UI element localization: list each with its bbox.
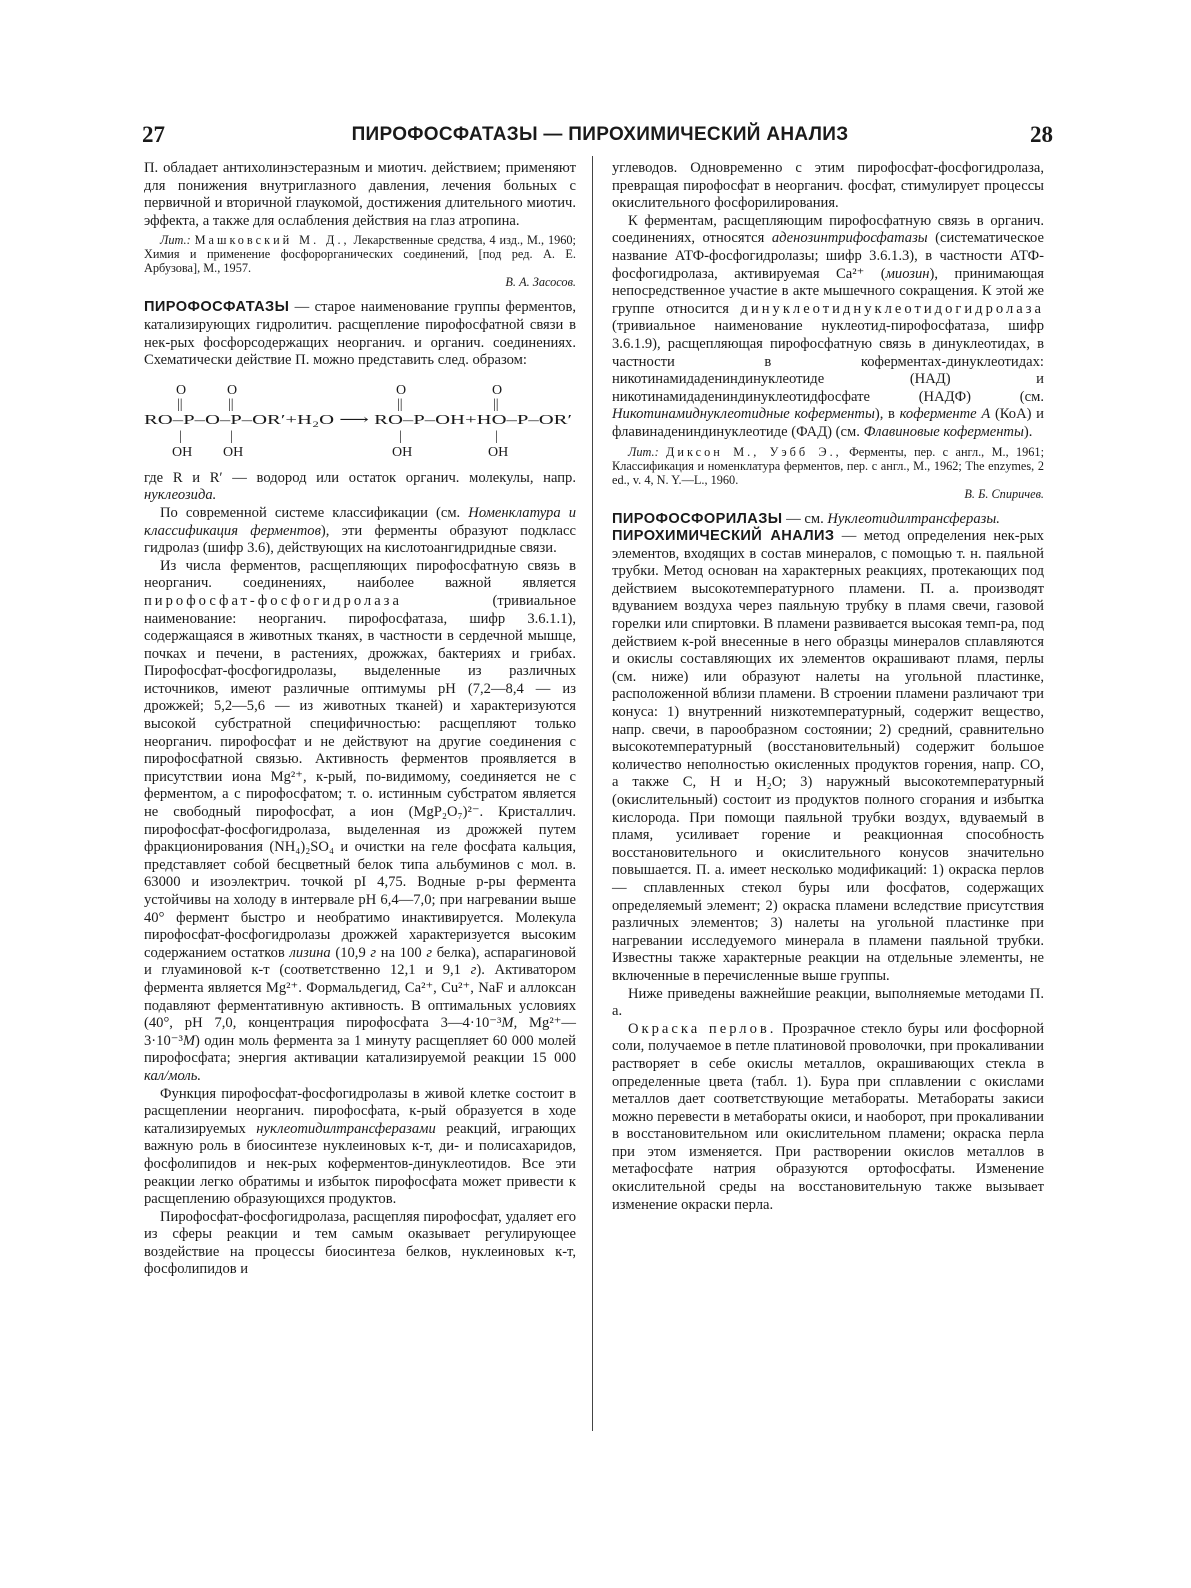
text-run: (10,9 xyxy=(335,944,366,961)
text-run: ). xyxy=(1023,423,1033,440)
cross-reference: лизина xyxy=(289,944,331,961)
text-run: где R и R′ — водород или остаток органич. молекулы, напр. xyxy=(144,469,576,486)
formula-oh-3: OH xyxy=(392,444,413,460)
text-run: ), принимающая непосредственное участие в акте мышечного сокращения. К этой же группе относится xyxy=(612,265,1044,317)
article-text: — старое наименование группы ферментов, катализирующих гидролитич. расщепление пирофосфатной связи в нек-рых фосфорсодержащих неорганич. и органич. соединениях. Схематически действие П. можно представить след. образом: xyxy=(144,299,576,369)
formula-o-4: O xyxy=(492,382,503,398)
formula-bond-4: || xyxy=(493,396,499,412)
paragraph-continuation: углеводов. Одновременно с этим пирофосфат-фосфогидролаза, превращая пирофосфат в неорганич. фосфат, стимулирует процессы окислительного фосфорилирования. xyxy=(612,160,1044,212)
cross-reference: Никотинамиднуклеотидные коферменты xyxy=(612,406,875,423)
unit: кал/моль. xyxy=(144,1067,202,1084)
formula-vbond-3: | xyxy=(399,428,402,444)
literature-block xyxy=(144,233,576,275)
paragraph-inorganic-pyrophosphatase xyxy=(144,558,576,1086)
formula-vbond-1: | xyxy=(179,428,182,444)
formula-vbond-2: | xyxy=(230,428,233,444)
paragraph-organic-enzymes xyxy=(612,213,1044,442)
lit-text: Лекарственные средства, 4 изд., М., 1960; Химия и применение фосфорорганических соединений, [под ред. А. Е. Арбузова], М., 1957. xyxy=(144,233,576,276)
author-signature: В. А. Засосов. xyxy=(505,275,576,290)
paragraph-continuation: П. обладает антихолинэстеразным и миотич. действием; применяют для понижения внутриглазного давления, лечения больных с первичной и вторичной глаукомой, достижения длительного миотич. эффекта, а также для ослабления действия на глаз атропина. xyxy=(144,160,576,229)
reaction-formula xyxy=(144,380,576,460)
spaced-term: Окраска перлов. xyxy=(628,1020,777,1037)
text-run: Функция пирофосфат-фосфогидролазы в живой клетке состоит в расщеплении неорганич. пирофосфата, к-рый образуется в ходе катализируемых xyxy=(144,1085,576,1137)
literature-block xyxy=(612,445,1044,487)
left-column xyxy=(144,160,576,1279)
article-pyrophosphorylases xyxy=(612,511,1044,529)
paragraph-function xyxy=(144,1086,576,1209)
paragraph-reactions-intro: Ниже приведены важнейшие реакции, выполняемые методами П. а. xyxy=(612,985,1044,1020)
running-header-title: ПИРОФОСФАТАЗЫ — ПИРОХИМИЧЕСКИЙ АНАЛИЗ xyxy=(351,124,849,145)
text-run: реакций, играющих важную роль в биосинтезе нуклеиновых к-т, ди- и полисахаридов, фосфолипидов и нек-рых коферментов-динуклеотидов. Все эти реакции легко обратимы и избыток пирофосфата может привести к расщеплению образующихся продуктов. xyxy=(144,1120,576,1208)
formula-bond-3: || xyxy=(397,396,403,412)
formula-oh-2: OH xyxy=(223,444,244,460)
text-run: ), эти ферменты образуют подкласс гидролаз (шифр 3.6), действующих на кислотоангидридные связи. xyxy=(144,522,576,557)
text-run: (тривиальное наименование: неорганич. пирофосфатаза, шифр 3.6.1.1), содержащаяся в животных тканях, в частности в сердечной мышце, почках и печени, в растениях, дрожжах, бактериях и грибах. Пирофосфат-фосфогидролазы, выделенные из различных источников, имеют различные оптимумы pH (7,2—8,4 — из дрожжей; 5,2—5,6 — из животных тканей) и характеризуются высокой субстратной специфичностью: расщепляют только неорганич. пирофосфат и не действуют на другие соединения с пирофосфатной связью. Активность ферментов проявляется в присутствии иона Mg²⁺, к-рый, по-видимому, соединяется не с ферментом, а с пирофосфатом; т. о. истинным субстратом является не свободный пирофосфат, а ион (MgP₂O₇)²⁻. Кристаллич. пирофосфат-фосфогидролаза, выделенная из дрожжей путем фракционирования (NH₄)₂SO₄ и очистки на геле фосфата кальция, представляет собой бесцветный белок типа альбуминов с мол. в. 63000 и изоэлектрич. точкой pI 4,75. Водные р-ры фермента устойчивы на холоду в интервале pH 6,4—7,0; при нагревании выше 40° фермент быстро и необратимо инактивируется. Молекула пирофосфат-фосфогидролазы дрожжей характеризуется высоким содержанием остатков xyxy=(144,592,576,961)
cross-reference: коферменте А xyxy=(899,406,991,423)
author-signature: В. Б. Спиричев. xyxy=(964,486,1044,501)
paragraph-classification xyxy=(144,505,576,558)
lit-author: Диксон М., Уэбб Э., xyxy=(666,444,842,459)
cross-reference: Флавиновые коферменты xyxy=(863,423,1024,440)
text-run: — см. xyxy=(786,510,824,527)
paragraph-regulation: Пирофосфат-фосфогидролаза, расщепляя пирофосфат, удаляет его из сферы реакции и тем самым оказывает регулирующее воздействие на процессы биосинтеза белков, нуклеиновых к-т, фосфолипидов и xyxy=(144,1208,576,1278)
text-run: Из числа ферментов, расщепляющих пирофосфатную связь в неорганич. соединениях, наиболее важной является xyxy=(144,557,576,592)
formula-vbond-4: | xyxy=(495,428,498,444)
lit-text: Ферменты, пер. с англ., М., 1961; Классификация и номенклатура ферментов, пер. с англ., М., 1962; The enzymes, 2 ed., v. 4, N. Y.—L., 1960. xyxy=(612,444,1044,487)
formula-oh-1: OH xyxy=(172,444,193,460)
unit: M xyxy=(501,1015,514,1032)
text-run: ). Активатором фермента является Mg²⁺. Формальдегид, Ca²⁺, Cu²⁺, NaF и аллоксан подавляют ферментативную активность. В оптимальных условиях (40°, pH 7,0, концентрация пирофосфата 3—4·10⁻³ xyxy=(144,962,576,1032)
article-heading: ПИРОХИМИЧЕСКИЙ АНАЛИЗ xyxy=(612,528,835,545)
unit: г xyxy=(370,944,377,961)
formula-o-1: O xyxy=(176,382,187,398)
page-number-left: 27 xyxy=(142,122,165,147)
formula-o-3: O xyxy=(396,382,407,398)
formula-oh-4: OH xyxy=(488,444,509,460)
unit: M xyxy=(182,1032,196,1049)
spaced-term: динуклеотиднуклеотидогидролаза xyxy=(740,300,1044,317)
text-run: ) один моль фермента за 1 минуту расщепляет 60 000 молей пирофосфата; энергия активации катализируемой реакции 15 000 xyxy=(144,1032,576,1067)
formula-bond-1: || xyxy=(177,396,183,412)
text-run: К ферментам, расщепляющим пирофосфатную связь в органич. соединениях, относятся xyxy=(612,212,1044,247)
cross-reference: Номенклатура и классификация ферментов xyxy=(144,504,576,539)
spaced-term: пирофосфат-фосфогидролаза xyxy=(144,592,402,609)
paragraph-bead-coloring xyxy=(612,1021,1044,1215)
text-run: (КоА) и флавинадениндинуклеотиде (ФАД) (см. xyxy=(612,406,1044,440)
text-run: (тривиальное наименование нуклеотид-пирофосфатаза, шифр 3.6.1.9), расщепляющая пирофосфатную связь в динуклеотидах, в частности в коферментах-динуклеотидах: никотинамидадениндинуклеотиде (НАД) и никотинамидадениндинуклеотидфосфате (НАДФ) (см. xyxy=(612,318,1044,405)
text-run: белка), аспарагиновой и глуаминовой к-т (соответственно 12,1 и 9,1 xyxy=(144,944,577,979)
text-run: (систематическое название АТФ-фосфогидролазы; шифр 3.6.1.3), в частности АТФ-фосфогидролаза, активируемая Ca²⁺ ( xyxy=(612,230,1044,282)
page-number-right: 28 xyxy=(1030,122,1053,147)
text-run: на 100 xyxy=(380,944,422,961)
paragraph-where xyxy=(144,470,576,505)
text-run: Прозрачное стекло буры или фосфорной соли, получаемое в петле платиновой проволочки, при прокаливании растворяет в себе окислы металлов, окрашивающих стекла в определенные цвета (табл. 1). Бура при сплавлении с окислами металлов дает соответствующие метабораты. Метабораты закиси можно перевести в метабораты окиси, и наоборот, при прокаливании в восстановительном или окислительном пламени; окраска перла при этом изменяется. При растворении окислов металлов в метафосфате натрия образуются ортофосфаты. Изменение окислительной среды на восстановительную также вызывает изменение окраски перла. xyxy=(612,1020,1045,1213)
text-run: , Mg²⁺—3·10⁻³ xyxy=(144,1015,576,1049)
column-divider xyxy=(592,156,593,1431)
lit-label: Лит.: xyxy=(628,444,659,459)
unit: г xyxy=(426,944,433,961)
unit: г xyxy=(470,962,477,979)
lit-label: Лит.: xyxy=(160,233,191,248)
article-pyrophosphatases xyxy=(144,299,576,369)
article-heading: ПИРОФОСФОРИЛАЗЫ xyxy=(612,510,783,527)
article-text: — метод определения нек-рых элементов, входящих в состав минералов, с помощью т. н. паяльной трубки. Метод основан на характерных реакциях, протекающих под действием высокотемпературного пламени. П. а. производят вдуванием воздуха через паяльную трубку в пламя свечи, газовой горелки или спиртовки. В пламени развивается высокая темп-ра, под действием к-рой внесенные в него образцы минералов сплавляются и окислы составляющих их элементов окрашивают пламя, перлы (см. ниже) или образуют налеты на угольной пластинке, расположенной вблизи пламени. В строении пламени различают три конуса: 1) внутренний низкотемпературный, содержит вещество, напр. свечи, в парообразном состоянии; 2) средний, сравнительно высокотемпературный (восстановительный) содержит большое количество неполностью окисленных продуктов горения, напр. CO, а также C, H и H₂O; 3) наружный высокотемпературный (окислительный) состоит из продуктов полного сгорания и избытка кислорода. При помощи паяльной трубки воздух, вдуваемый в пламя, усиливает горение и реакционная способность восстановительного и окислительного конусов значительно повышается. П. а. имеет несколько модификаций: 1) окраска перлов — сплавленных стекол буры или фосфатов, содержащих определяемый элемент; 2) окраска пламени вследствие присутствия различных элементов; 3) налеты на угольной пластинке при нагревании исследуемого минерала в пламени паяльной трубки. Известны также характерные реакции на отдельные элементы, не включенные в перечисленные выше группы. xyxy=(612,528,1044,984)
cross-reference: нуклеотидилтрансферазами xyxy=(256,1120,436,1137)
lit-author: Машковский М. Д., xyxy=(194,233,350,248)
formula-o-2: O xyxy=(227,382,238,398)
article-pyrochemical-analysis xyxy=(612,528,1044,985)
right-column xyxy=(612,160,1044,1214)
cross-reference: миозин xyxy=(885,265,930,282)
text-run: По современной системе классификации (см. xyxy=(160,504,461,521)
text-run: ), в xyxy=(874,406,895,423)
cross-reference: нуклеозида. xyxy=(144,487,217,504)
cross-reference: Нуклеотидилтрансферазы. xyxy=(827,510,1000,527)
formula-bond-2: || xyxy=(228,396,234,412)
formula-main-line: RO–P–O–P–OR′+H₂O ⟶ RO–P–OH+HO–P–OR′ xyxy=(144,412,572,428)
cross-reference: аденозинтрифосфатазы xyxy=(771,230,928,247)
article-heading: ПИРОФОСФАТАЗЫ xyxy=(144,299,290,316)
